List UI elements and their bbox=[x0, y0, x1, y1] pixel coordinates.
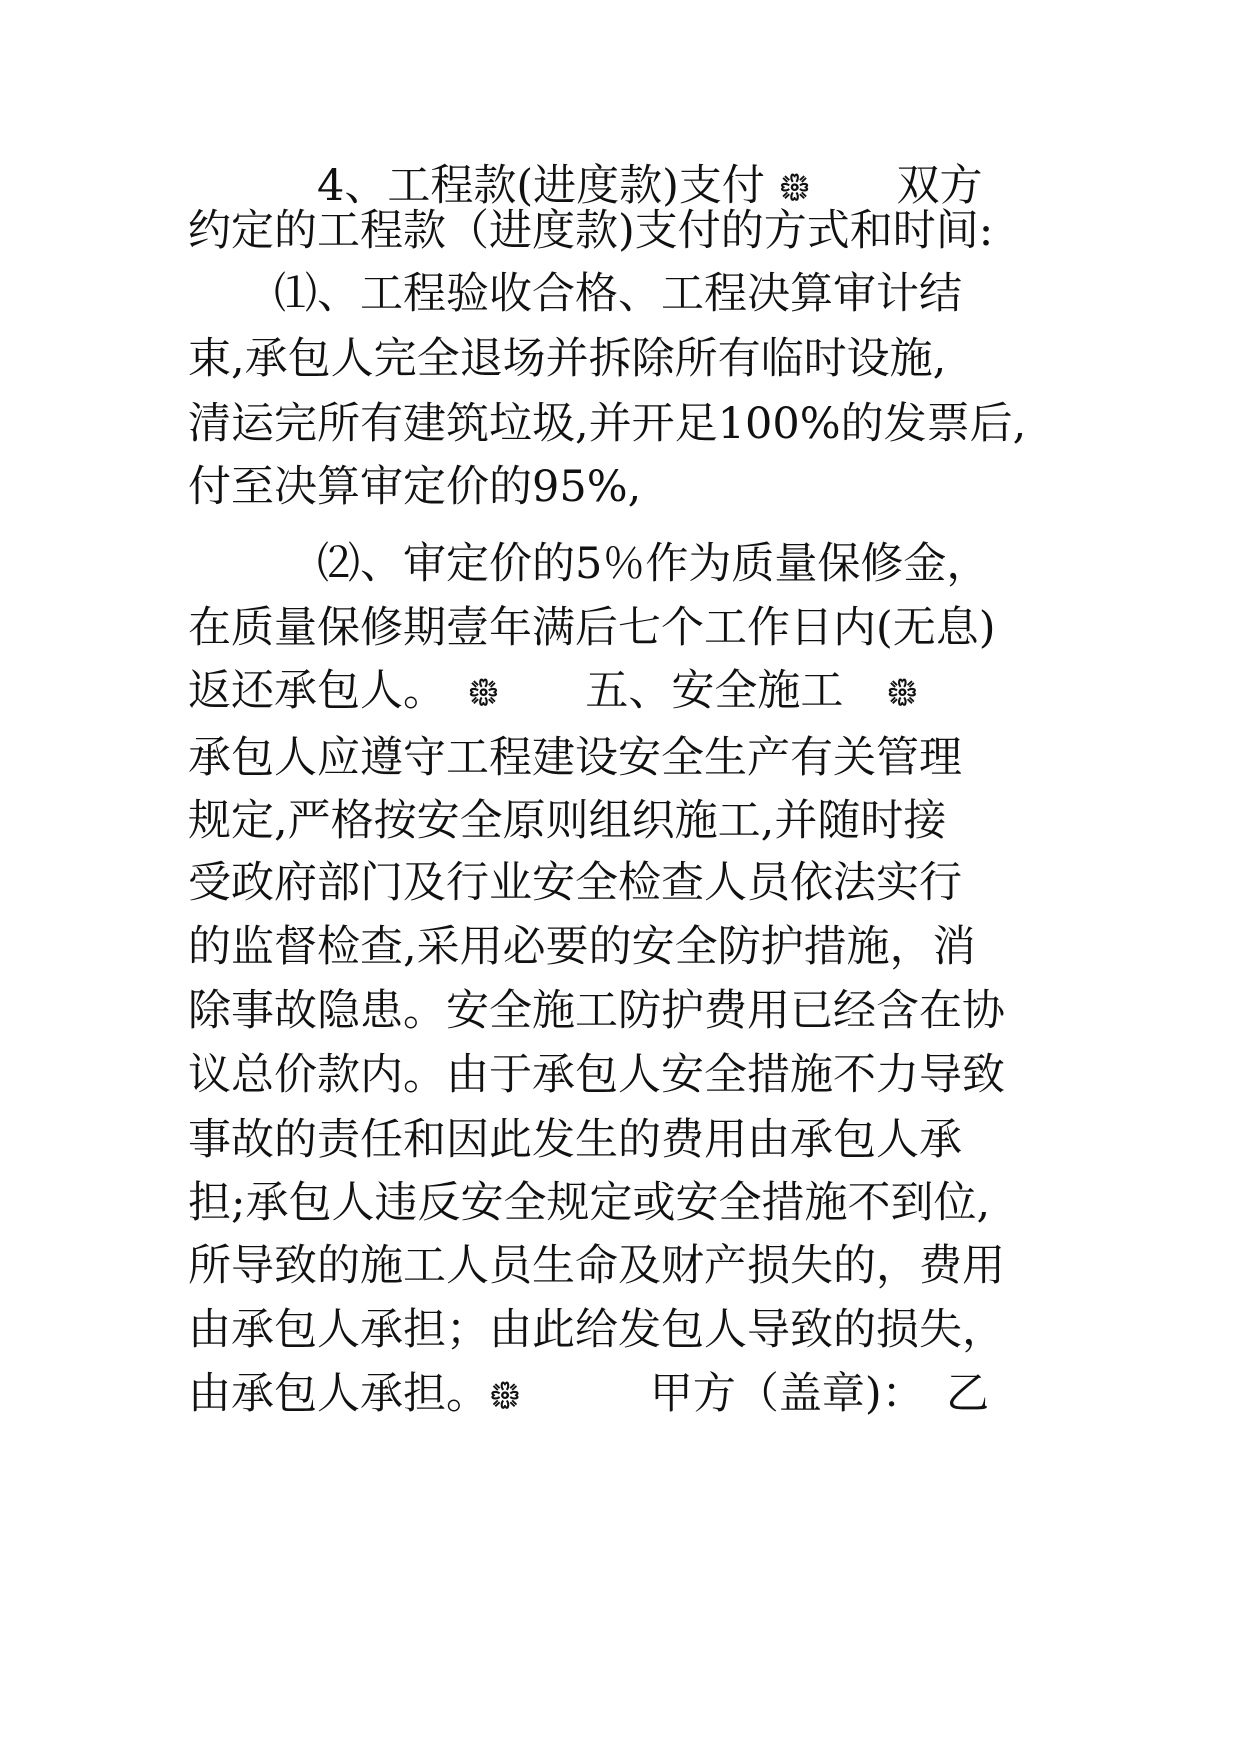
text-line-8: 在质量保修期壹年满后七个工作日内(无息) bbox=[188, 603, 996, 653]
text-line-7: ⑵、审定价的5％作为质量保修金， bbox=[188, 539, 990, 589]
text-line-2: 约定的工程款（进度款)支付的方式和时间: bbox=[188, 206, 994, 256]
text-line-11: 规定,严格按安全原则组织施工,并随时接 bbox=[188, 796, 947, 846]
text-line-1: 4、工程款(进度款)支付 ᪥ 双方 bbox=[188, 161, 983, 211]
text-line-13: 的监督检查,采用必要的安全防护措施，消 bbox=[188, 922, 976, 972]
text-line-6: 付至决算审定价的95%, bbox=[188, 462, 642, 512]
text-line-20: 由承包人承担。᪥ 甲方（盖章)： 乙 bbox=[188, 1369, 990, 1419]
text-line-16: 事故的责任和因此发生的费用由承包人承 bbox=[188, 1115, 962, 1165]
text-line-5: 清运完所有建筑垃圾,并开足100%的发票后, bbox=[188, 399, 1027, 449]
text-line-17: 担;承包人违反安全规定或安全措施不到位, bbox=[188, 1178, 991, 1228]
text-line-18: 所导致的施工人员生命及财产损失的，费用 bbox=[188, 1241, 1005, 1291]
text-line-19: 由承包人承担；由此给发包人导致的损失， bbox=[188, 1305, 1005, 1355]
text-line-4: 束,承包人完全退场并拆除所有临时设施, bbox=[188, 334, 947, 384]
text-line-12: 受政府部门及行业安全检查人员依法实行 bbox=[188, 858, 962, 908]
text-line-14: 除事故隐患。安全施工防护费用已经含在协 bbox=[188, 986, 1005, 1036]
text-line-3: ⑴、工程验收合格、工程决算审计结 bbox=[188, 269, 962, 319]
text-line-10: 承包人应遵守工程建设安全生产有关管理 bbox=[188, 733, 962, 783]
text-line-15: 议总价款内。由于承包人安全措施不力导致 bbox=[188, 1050, 1005, 1100]
text-line-9: 返还承包人。 ᪥ 五、安全施工 ᪥ bbox=[188, 666, 919, 716]
